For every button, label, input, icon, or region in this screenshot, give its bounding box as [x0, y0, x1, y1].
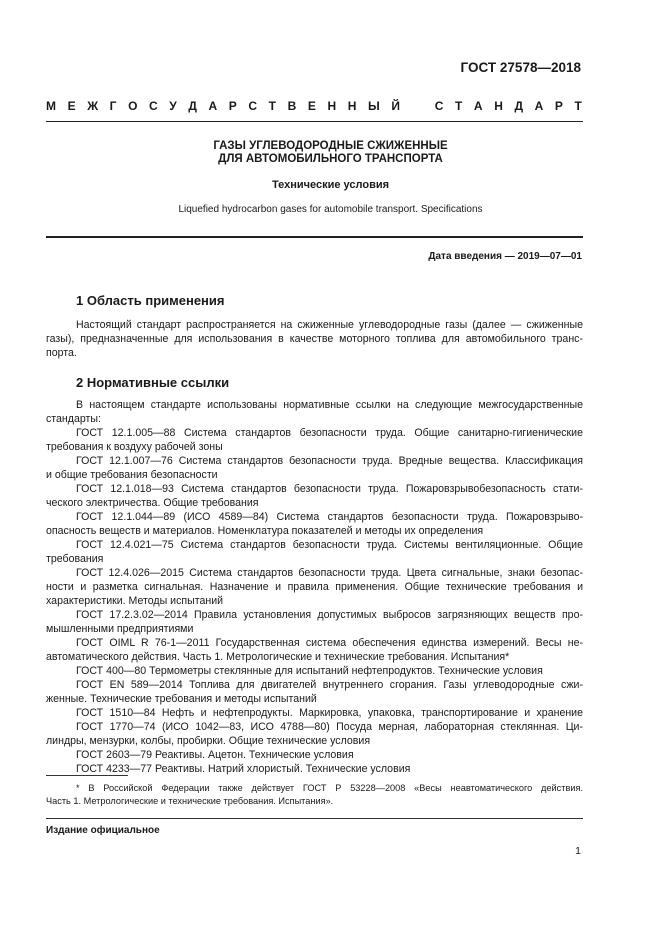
text-line: В настоящем стандарте использованы нормативные ссылки на следующие межгосударственные — [76, 399, 583, 411]
text-line: стандарты: — [46, 413, 101, 425]
banner-letter: С — [149, 99, 158, 113]
page-number: 1 — [575, 845, 581, 857]
footnote-line: Часть 1. Метрологические и технические требования. Испытания». — [46, 796, 334, 806]
reference-line: ГОСТ OIML R 76-1—2011 Государственная система обеспечения единства измерений. Весы не- — [76, 637, 583, 649]
banner-letter: Д — [514, 99, 524, 113]
footnote-line: * В Российской Федерации также действует ГОСТ Р 53228—2008 «Весы неавтоматического действия. — [76, 783, 583, 793]
banner-letter: С — [248, 99, 258, 113]
header-divider — [46, 121, 583, 122]
banner-letter: В — [287, 99, 297, 113]
reference-line: ГОСТ 12.1.044—89 (ИСО 4589—84) Система стандартов безопасности труда. Пожаровзрыво- — [76, 511, 583, 523]
footer-divider — [46, 818, 583, 819]
interstate-standard-banner — [46, 99, 582, 113]
banner-letter: Е — [307, 99, 316, 113]
footnote-divider — [46, 775, 128, 776]
section-1-body — [46, 318, 583, 360]
reference-line: автоматического действия. Часть 1. Метрологические и технические требования. Испытания* — [46, 651, 510, 663]
banner-letter: Р — [228, 99, 237, 113]
text-line: порта. — [46, 347, 77, 359]
banner-letter: М — [46, 99, 56, 113]
banner-letter: Н — [327, 99, 337, 113]
document-title — [0, 140, 661, 166]
reference-line: ГОСТ 4233—77 Реактивы. Натрий хлористый. Технические условия — [76, 763, 411, 775]
section-2-body — [46, 398, 583, 776]
introduction-date: Дата введения — 2019—07—01 — [428, 251, 582, 262]
banner-letter: О — [128, 99, 138, 113]
reference-line: линдры, мензурки, колбы, пробирки. Общие технические условия — [46, 735, 371, 747]
banner-letter: Т — [268, 99, 276, 113]
reference-line: требования к воздуху рабочей зоны — [46, 441, 223, 453]
reference-line: ГОСТ 12.1.005—88 Система стандартов безопасности труда. Общие санитарно-гигиенические — [76, 427, 583, 439]
banner-letter: Р — [554, 99, 563, 113]
reference-line: ГОСТ 400—80 Термометры стеклянные для испытаний нефтепродуктов. Технические условия — [76, 665, 543, 677]
reference-line: ГОСТ 17.2.3.02—2014 Правила установления допустимых выбросов загрязняющих веществ про- — [76, 609, 583, 621]
reference-line: женные. Технические требования и методы испытаний — [46, 693, 317, 705]
reference-line: ности и разметка сигнальная. Назначение и правила применения. Общие технические требования и — [46, 581, 583, 593]
document-subtitle: Технические условия — [271, 179, 390, 191]
reference-line: ческого электричества. Общие требования — [46, 497, 259, 509]
official-edition-label: Издание официальное — [46, 825, 160, 836]
banner-letter: А — [534, 99, 544, 113]
banner-letter: А — [473, 99, 483, 113]
reference-line: ГОСТ 12.4.021—75 Система стандартов безопасности труда. Системы вентиляционные. Общие — [76, 539, 583, 551]
footnote — [46, 782, 583, 808]
reference-line: ГОСТ 12.1.018—93 Система стандартов безопасности труда. Пожаровзрывобезопасность стати- — [76, 483, 583, 495]
title-divider — [46, 236, 583, 238]
banner-letter: Е — [67, 99, 76, 113]
banner-letter: Д — [188, 99, 197, 113]
reference-line: ГОСТ 12.1.007—76 Система стандартов безопасности труда. Вредные вещества. Классификация — [76, 455, 583, 467]
text-line: Настоящий стандарт распространяется на сжиженные углеводородные газы (далее — сжиженные — [76, 319, 583, 331]
text-line: газы), предназначенные для использования в качестве моторного топлива для автомобильного транс- — [46, 333, 583, 345]
reference-line: ГОСТ 2603—79 Реактивы. Ацетон. Технические условия — [76, 749, 354, 761]
reference-line: характеристики. Методы испытаний — [46, 595, 224, 607]
reference-line: ГОСТ 12.4.026—2015 Система стандартов безопасности труда. Цвета сигнальные, знаки безопас- — [76, 567, 583, 579]
section-2-heading: 2 Нормативные ссылки — [76, 375, 230, 390]
standard-code: ГОСТ 27578—2018 — [460, 60, 581, 75]
reference-line: мышленными предприятиями — [46, 623, 194, 635]
reference-line: ГОСТ 1510—84 Нефть и нефтепродукты. Маркировка, упаковка, транспортирование и хранение — [76, 707, 583, 719]
reference-line: опасность веществ и материалов. Номенклатура показателей и методы их определения — [46, 525, 484, 537]
banner-letter: А — [208, 99, 218, 113]
banner-letter: Н — [347, 99, 357, 113]
banner-letter: С — [434, 99, 444, 113]
title-line: ГАЗЫ УГЛЕВОДОРОДНЫЕ СЖИЖЕННЫЕ — [213, 140, 448, 152]
banner-letter: Т — [574, 99, 582, 113]
section-1-heading: 1 Область применения — [76, 293, 225, 308]
reference-line: ГОСТ 1770—74 (ИСО 1042—83, ИСО 4788—80) Посуда мерная, лабораторная стеклянная. Ци- — [76, 721, 583, 733]
banner-letter: Ы — [367, 99, 380, 113]
banner-letter: У — [169, 99, 177, 113]
banner-letter: Й — [391, 99, 400, 113]
banner-letter: Г — [109, 99, 117, 113]
banner-letter: Н — [494, 99, 503, 113]
english-title: Liquefied hydrocarbon gases for automobile transport. Specifications — [178, 204, 483, 215]
banner-letter: Ж — [87, 99, 99, 113]
reference-line: ГОСТ EN 589—2014 Топлива для двигателей внутреннего сгорания. Газы углеводородные сжи- — [76, 679, 583, 691]
reference-line: требования — [46, 553, 104, 565]
banner-letter: Т — [454, 99, 463, 113]
reference-line: и общие требования безопасности — [46, 469, 218, 481]
title-line: ДЛЯ АВТОМОБИЛЬНОГО ТРАНСПОРТА — [218, 153, 443, 165]
